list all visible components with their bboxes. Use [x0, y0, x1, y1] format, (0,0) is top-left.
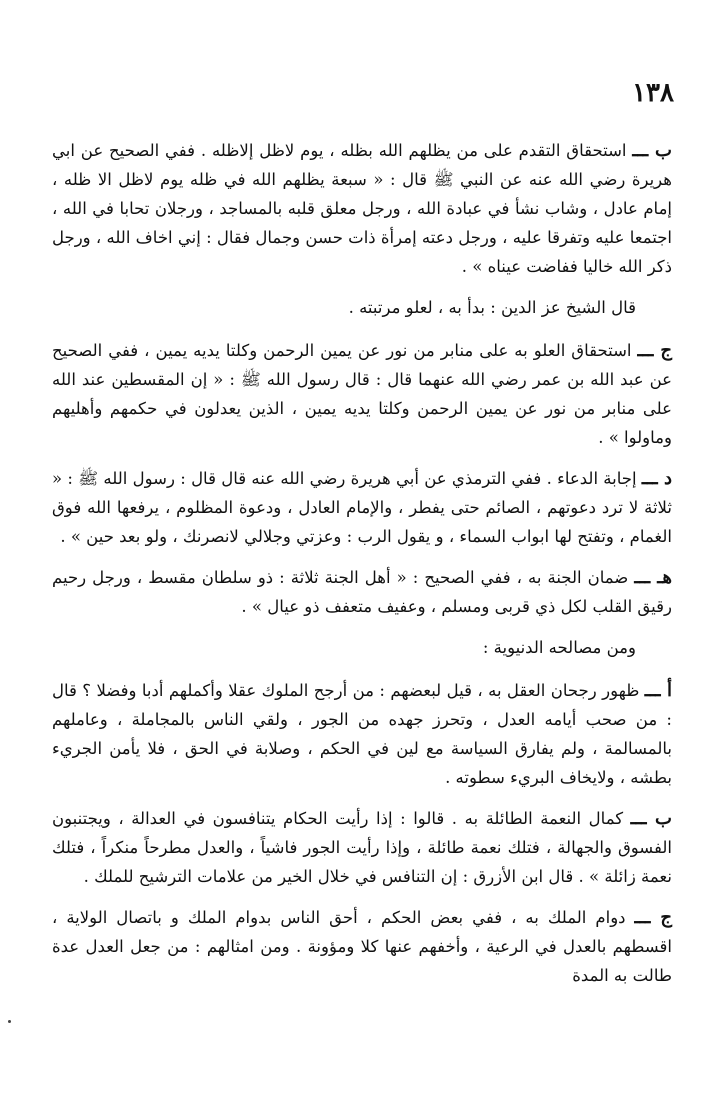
- paragraph-5: [52, 563, 672, 621]
- scan-speck: [8, 1020, 11, 1023]
- paragraph-marker: أ ـــ: [644, 680, 672, 701]
- paragraph-marker: ج ـــ: [637, 340, 672, 361]
- paragraph-text: استحقاق التقدم على من يظلهم الله بظله ، يوم لاظل إلاظله . ففي الصحيح عن ابي هريرة رضي الله عنه عن النبي ﷺ قال : « سبعة يظلهم الله في ظله يوم لاظل الا ظله ، إمام عادل ، وشاب نشأ في عبادة الله ، ورجل معلق قلبه بالمساجد ، ورجلان تحابا في الله ، اجتمعا عليه وتفرقا عليه ، ورجل دعته إمرأة ذات حسن وجمال فقال : إني اخاف الله ، ورجل ذكر الله خاليا ففاضت عيناه » .: [52, 141, 672, 276]
- paragraph-text: كمال النعمة الطائلة به . قالوا : إذا رأيت الحكام يتنافسون في العدالة ، ويجتنبون الفسوق والجهالة ، فتلك نعمة طائلة ، وإذا رأيت الجور فاشياً ، والعدل مطرحاً منكراً ، فتلك نعمة زائلة » . قال ابن الأزرق : إن التنافس في خلال الخير من علامات الترشيح للملك .: [52, 809, 672, 886]
- page-number: ١٣٨: [632, 78, 674, 108]
- paragraph-marker: ب ـــ: [632, 140, 672, 161]
- paragraph-9: [52, 903, 672, 990]
- paragraph-marker: هـ ـــ: [634, 567, 672, 588]
- paragraph-8: [52, 804, 672, 891]
- paragraph-6: [52, 633, 672, 662]
- paragraph-marker: ج ـــ: [634, 907, 672, 928]
- paragraph-text: استحقاق العلو به على منابر من نور عن يمين الرحمن وكلتا يديه يمين ، ففي الصحيح عن عبد الله بن عمر رضي الله عنهما قال : قال رسول الله ﷺ : « إن المقسطين عند الله على منابر من نور عن يمين الرحمن وكلتا يديه يمين ، الذين يعدلون في حكمهم وأهليهم وماولوا » .: [52, 341, 672, 447]
- paragraph-3: [52, 336, 672, 452]
- paragraph-text: قال الشيخ عز الدين : بدأ به ، لعلو مرتبته .: [348, 298, 636, 317]
- paragraph-marker: ب ـــ: [630, 808, 672, 829]
- paragraph-text: ضمان الجنة به ، ففي الصحيح : « أهل الجنة ثلاثة : ذو سلطان مقسط ، ورجل رحيم رقيق القلب لكل ذي قربى ومسلم ، وعفيف متعفف ذو عيال » .: [52, 568, 672, 616]
- paragraph-text: ظهور رجحان العقل به ، قيل لبعضهم : من أرجح الملوك عقلا وأكملهم أدبا وفضلا ؟ قال : من صحب أيامه العدل ، وتحرز جهده من الجور ، ولقي الناس بالمجاملة ، وعاملهم بالمسالمة ، ولم يفارق السياسة مع لين في الحكم ، وصلابة في الحق ، فلا يأمن الجريء بطشه ، ولايخاف البريء سطوته .: [52, 681, 672, 787]
- paragraph-text: دوام الملك به ، ففي بعض الحكم ، أحق الناس بدوام الملك و باتصال الولاية ، اقسطهم بالعدل في الرعية ، وأخفهم عنها كلا ومؤونة . ومن امثالهم : من جعل العدل عدة طالت به المدة: [52, 908, 672, 985]
- paragraph-2: [52, 293, 672, 322]
- page-body: [52, 136, 672, 1002]
- paragraph-4: [52, 464, 672, 551]
- paragraph-7: [52, 676, 672, 792]
- paragraph-text: إجابة الدعاء . ففي الترمذي عن أبي هريرة رضي الله عنه قال قال : رسول الله ﷺ : « ثلاثة لا ترد دعوتهم ، الصائم حتى يفطر ، والإمام العادل ، ودعوة المظلوم ، يرفعها الله فوق الغمام ، وتفتح لها ابواب السماء ، و يقول الرب : وعزتي وجلالي لانصرنك ، ولو بعد حين » .: [52, 469, 672, 546]
- paragraph-1: [52, 136, 672, 281]
- paragraph-marker: د ـــ: [641, 468, 672, 489]
- paragraph-text: ومن مصالحه الدنيوية :: [482, 638, 636, 657]
